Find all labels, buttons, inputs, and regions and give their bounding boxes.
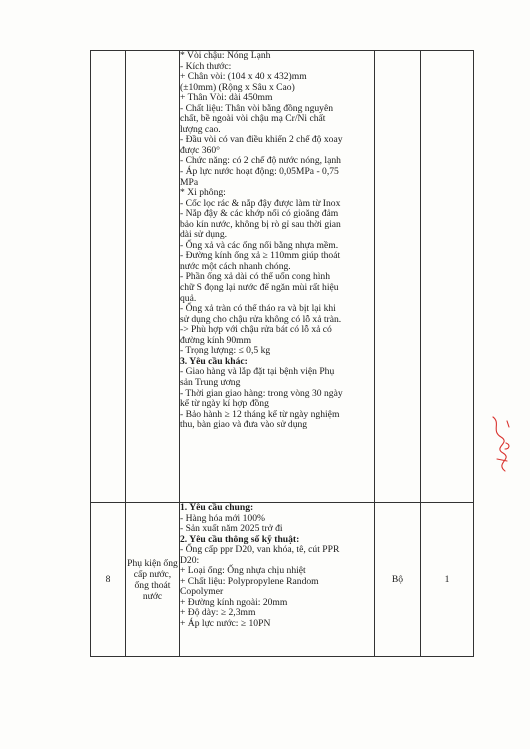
qty-cell: 1 bbox=[421, 503, 474, 657]
spec-line: sử dụng cho chậu rửa không có lỗ xả tràn. bbox=[180, 313, 342, 325]
spec-line: + Đường kính ngoài: 20mm bbox=[180, 596, 288, 608]
spec-line: * Xi phông: bbox=[180, 187, 226, 199]
spec-line: - Trọng lượng: ≤ 0,5 kg bbox=[180, 345, 271, 357]
spec-line: (±10mm) (Rộng x Sâu x Cao) bbox=[180, 81, 295, 93]
spec-cell bbox=[180, 51, 375, 503]
spec-line: - Chất liệu: Thân vòi bằng đồng nguyên bbox=[180, 102, 334, 114]
spec-line: 1. Yêu cầu chung: bbox=[180, 502, 254, 513]
item-name-cell: Phụ kiện ống cấp nước, ống thoát nước bbox=[126, 503, 180, 657]
spec-line: - Sản xuất năm 2025 trở đi bbox=[180, 523, 283, 535]
spec-line: - Ống cấp ppr D20, van khóa, tê, cút PPR bbox=[180, 544, 340, 556]
spec-line: - Hàng hóa mới 100% bbox=[180, 512, 266, 524]
spec-line: + Độ dày: ≥ 2,3mm bbox=[180, 607, 256, 619]
spec-line: + Áp lực nước: ≥ 10PN bbox=[180, 618, 271, 630]
table-row bbox=[91, 503, 474, 657]
unit-cell: Bộ bbox=[375, 503, 421, 657]
spec-line: - Phần ống xả dài có thể uốn cong hình bbox=[180, 271, 331, 283]
spec-line: * Vòi chậu: Nóng Lạnh bbox=[180, 50, 271, 61]
stt-cell: 8 bbox=[91, 503, 126, 657]
spec-line: kể từ ngày kí hợp đồng bbox=[180, 398, 269, 410]
table-row bbox=[91, 51, 474, 503]
spec-line: lượng cao. bbox=[180, 123, 221, 135]
spec-line: + Thân Vòi: dài 450mm bbox=[180, 92, 273, 104]
spec-line: + Loại ống: Ống nhựa chịu nhiệt bbox=[180, 565, 306, 577]
spec-line: nước một cách nhanh chóng. bbox=[180, 260, 291, 272]
spec-line: D20: bbox=[180, 554, 200, 566]
spec-line: - Áp lực nước hoạt động: 0,05MPa - 0,75 bbox=[180, 166, 339, 178]
spec-line: + Chất liệu: Polypropylene Random bbox=[180, 575, 319, 587]
spec-line: - Bảo hành ≥ 12 tháng kể từ ngày nghiệm bbox=[180, 408, 340, 420]
spec-line: - Thời gian giao hàng: trong vòng 30 ngày bbox=[180, 387, 343, 399]
qty-cell bbox=[421, 51, 474, 503]
spec-line: quả. bbox=[180, 292, 197, 304]
spec-line: được 360° bbox=[180, 144, 220, 156]
signature-mark bbox=[487, 413, 515, 475]
spec-line: - Ống xả và các ống nối bằng nhựa mềm. bbox=[180, 239, 339, 251]
spec-cell bbox=[180, 503, 375, 657]
spec-line: dài sử dụng. bbox=[180, 229, 228, 241]
spec-line: + Chân vòi: (104 x 40 x 432)mm bbox=[180, 71, 307, 83]
spec-line: - Giao hàng và lắp đặt tại bệnh viện Phụ bbox=[180, 366, 335, 378]
spec-line: đường kính 90mm bbox=[180, 334, 252, 346]
spec-line: - Đường kính ống xả ≥ 110mm giúp thoát bbox=[180, 250, 341, 262]
spec-line: Copolymer bbox=[180, 586, 224, 598]
spec-line: chữ S đọng lại nước để ngăn mùi rất hiệu bbox=[180, 282, 339, 294]
spec-line: thu, bàn giao và đưa vào sử dụng bbox=[180, 419, 308, 431]
spec-line: 3. Yêu cầu khác: bbox=[180, 355, 248, 367]
spec-table bbox=[90, 50, 474, 657]
spec-line: bảo kín nước, không bị rò gỉ sau thời gian bbox=[180, 218, 341, 230]
spec-line: - Ống xả tràn có thể tháo ra và bịt lại khi bbox=[180, 303, 336, 315]
spec-line: - Chức năng: có 2 chế độ nước nóng, lạnh bbox=[180, 155, 341, 167]
stt-cell bbox=[91, 51, 126, 503]
spec-line: -> Phù hợp với chậu rửa bát có lỗ xả có bbox=[180, 324, 332, 336]
spec-line: chất, bề ngoài vòi chậu mạ Cr/Ni chất bbox=[180, 113, 326, 125]
unit-cell bbox=[375, 51, 421, 503]
spec-line: 2. Yêu cầu thông số kỹ thuật: bbox=[180, 533, 300, 545]
spec-line: - Đầu vòi có van điều khiển 2 chế độ xoay bbox=[180, 134, 343, 146]
item-name-cell bbox=[126, 51, 180, 503]
spec-line: - Cốc lọc rác & nắp đậy được làm từ Inox bbox=[180, 197, 341, 209]
spec-line: sản Trung ương bbox=[180, 376, 241, 388]
spec-line: - Nắp đậy & các khớp nối có gioăng đảm bbox=[180, 208, 339, 220]
spec-line: - Kích thước: bbox=[180, 60, 232, 72]
spec-line: MPa bbox=[180, 176, 199, 188]
